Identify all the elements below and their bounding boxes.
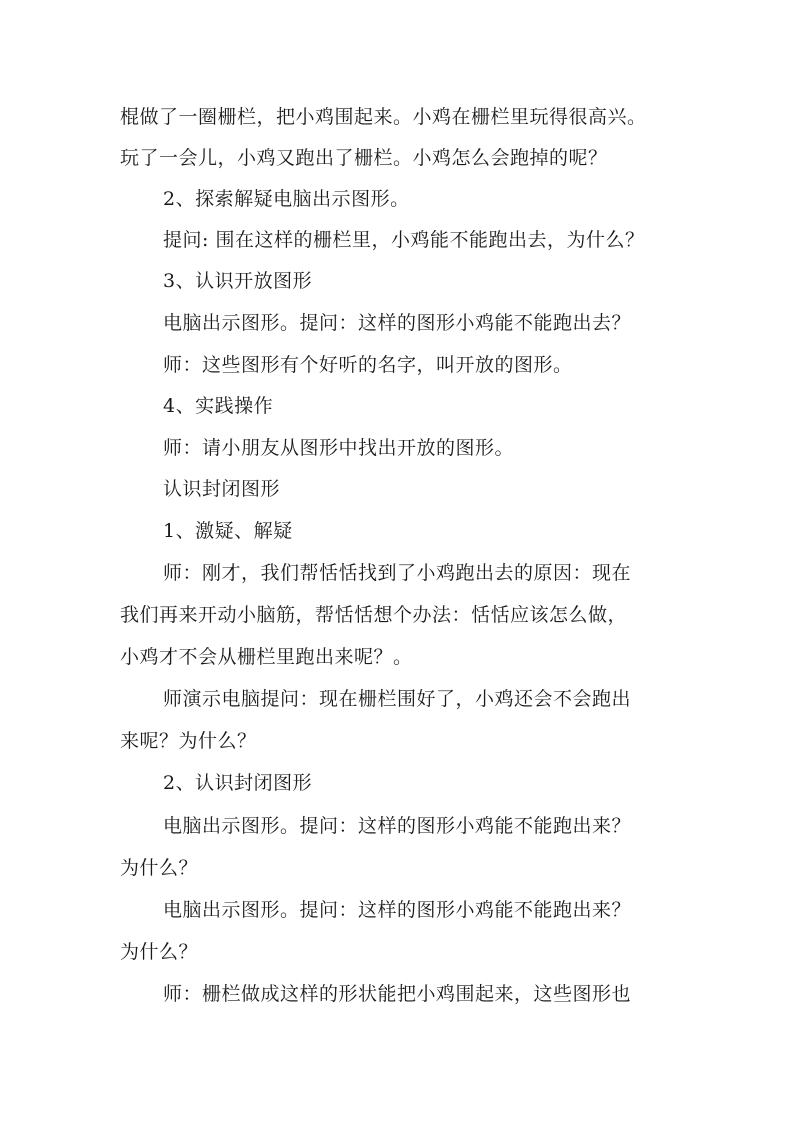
paragraph-line: 来呢？为什么？ <box>120 730 257 752</box>
paragraph-line: 小鸡才不会从栅栏里跑出来呢？。 <box>120 646 413 668</box>
section-heading: 3、认识开放图形 <box>163 270 313 292</box>
paragraph-line: 师演示电脑提问：现在栅栏围好了，小鸡还会不会跑出 <box>163 688 632 710</box>
paragraph-line: 电脑出示图形。提问：这样的图形小鸡能不能跑出来？ <box>163 899 632 921</box>
section-heading: 2、认识封闭图形 <box>163 772 313 794</box>
paragraph-line: 师：刚才，我们帮恬恬找到了小鸡跑出去的原因：现在 <box>163 562 632 584</box>
paragraph-line: 我们再来开动小脑筋，帮恬恬想个办法：恬恬应该怎么做， <box>120 604 628 626</box>
paragraph-line: 玩了一会儿，小鸡又跑出了栅栏。小鸡怎么会跑掉的呢？ <box>120 147 608 169</box>
section-heading: 4、实践操作 <box>163 395 274 417</box>
paragraph-line: 师：栅栏做成这样的形状能把小鸡围起来，这些图形也 <box>163 983 632 1005</box>
section-heading: 2、探索解疑电脑出示图形。 <box>163 188 410 210</box>
paragraph-line: 师：这些图形有个好听的名字，叫开放的图形。 <box>163 354 573 376</box>
paragraph-line: 为什么？ <box>120 941 199 963</box>
paragraph-line: 为什么？ <box>120 857 199 879</box>
paragraph-line: 电脑出示图形。提问：这样的图形小鸡能不能跑出去？ <box>163 312 632 334</box>
paragraph-line: 师：请小朋友从图形中找出开放的图形。 <box>163 437 515 459</box>
section-heading: 认识封闭图形 <box>163 478 281 500</box>
paragraph-line: 电脑出示图形。提问：这样的图形小鸡能不能跑出来？ <box>163 815 632 837</box>
paragraph-line: 提问: 围在这样的栅栏里，小鸡能不能跑出去，为什么？ <box>163 229 645 251</box>
section-heading: 1、激疑、解疑 <box>163 520 293 542</box>
paragraph-line: 棍做了一圈栅栏，把小鸡围起来。小鸡在栅栏里玩得很高兴。 <box>120 106 647 128</box>
